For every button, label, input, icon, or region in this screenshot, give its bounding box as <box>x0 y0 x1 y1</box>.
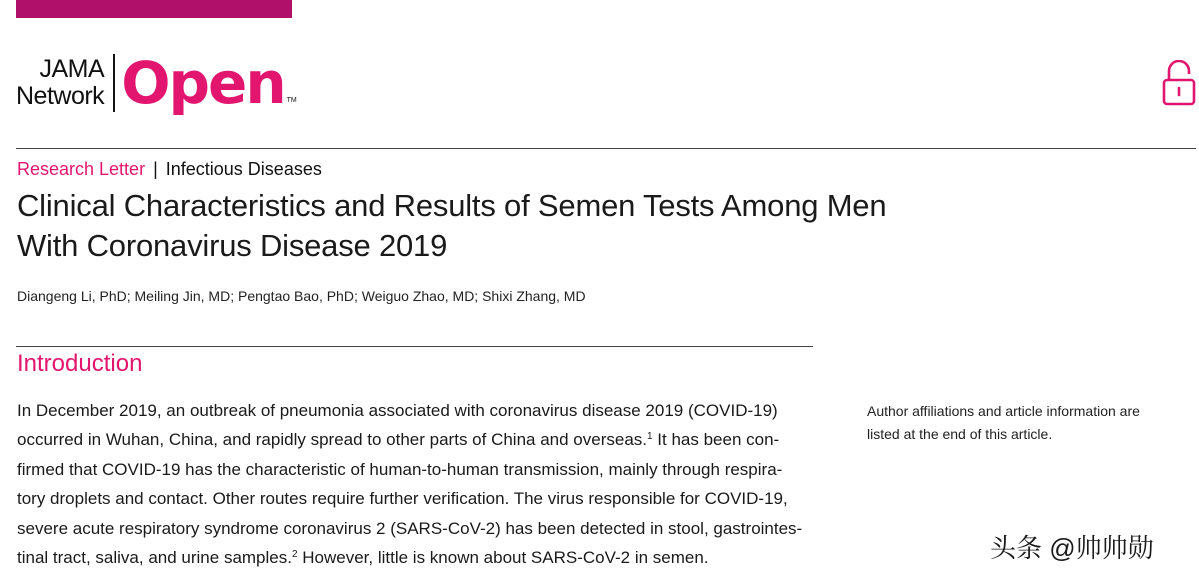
article-title <box>17 186 947 266</box>
article-category <box>17 159 322 180</box>
header-divider <box>16 148 1196 149</box>
logo-trademark: TM <box>286 97 297 104</box>
title-line-2: With Coronavirus Disease 2019 <box>17 228 448 263</box>
body-line-4: tory droplets and contact. Other routes require further verification. The virus responsible for COVID-19, <box>17 489 788 509</box>
open-lock-icon[interactable] <box>1162 60 1196 106</box>
reference-2[interactable]: 2 <box>291 549 298 561</box>
subject-label[interactable]: Infectious Diseases <box>165 159 322 179</box>
introduction-body <box>17 396 817 572</box>
watermark: 头条 @帅帅勋 <box>990 533 1154 563</box>
author-list: Diangeng Li, PhD; Meiling Jin, MD; Pengtao Bao, PhD; Weiguo Zhao, MD; Shixi Zhang, MD <box>17 288 586 304</box>
side-note-line-2: listed at the end of this article. <box>867 426 1053 442</box>
top-accent-bar <box>16 0 292 18</box>
reference-1[interactable]: 1 <box>647 431 653 443</box>
body-line-1: In December 2019, an outbreak of pneumonia associated with coronavirus disease 2019 (COVID-19) <box>17 401 778 420</box>
category-separator: | <box>153 159 158 179</box>
body-line-2-text: occurred in Wuhan, China, and rapidly spread to other parts of China and overseas. <box>17 430 647 450</box>
logo-network-text: Network <box>16 82 105 110</box>
body-line-5: severe acute respiratory syndrome coronavirus 2 (SARS-CoV-2) has been detected in stool, gastrointes- <box>17 518 803 538</box>
body-line-2-tail: It has been con- <box>652 430 780 450</box>
body-line-6-text: tinal tract, saliva, and urine samples. <box>17 548 292 568</box>
title-line-1: Clinical Characteristics and Results of Semen Tests Among Men <box>17 188 887 223</box>
jama-network-open-logo[interactable] <box>16 49 297 117</box>
body-line-3: firmed that COVID-19 has the characteristic of human-to-human transmission, mainly through respira- <box>17 459 783 479</box>
body-line-2 <box>17 425 817 454</box>
side-note-line-1: Author affiliations and article information are <box>867 403 1140 419</box>
logo-open-text: Open <box>121 49 285 117</box>
introduction-heading: Introduction <box>17 350 143 377</box>
body-line-6-tail: However, little is known about SARS-CoV-2 in semen. <box>297 548 709 568</box>
section-divider <box>16 346 813 347</box>
logo-jama-text: JAMA <box>39 55 105 83</box>
logo-wordmark-left <box>16 57 104 109</box>
logo-divider <box>113 54 115 112</box>
article-type-label[interactable]: Research Letter <box>17 159 146 179</box>
author-affiliations-note <box>867 400 1187 446</box>
body-line-6 <box>17 543 817 572</box>
